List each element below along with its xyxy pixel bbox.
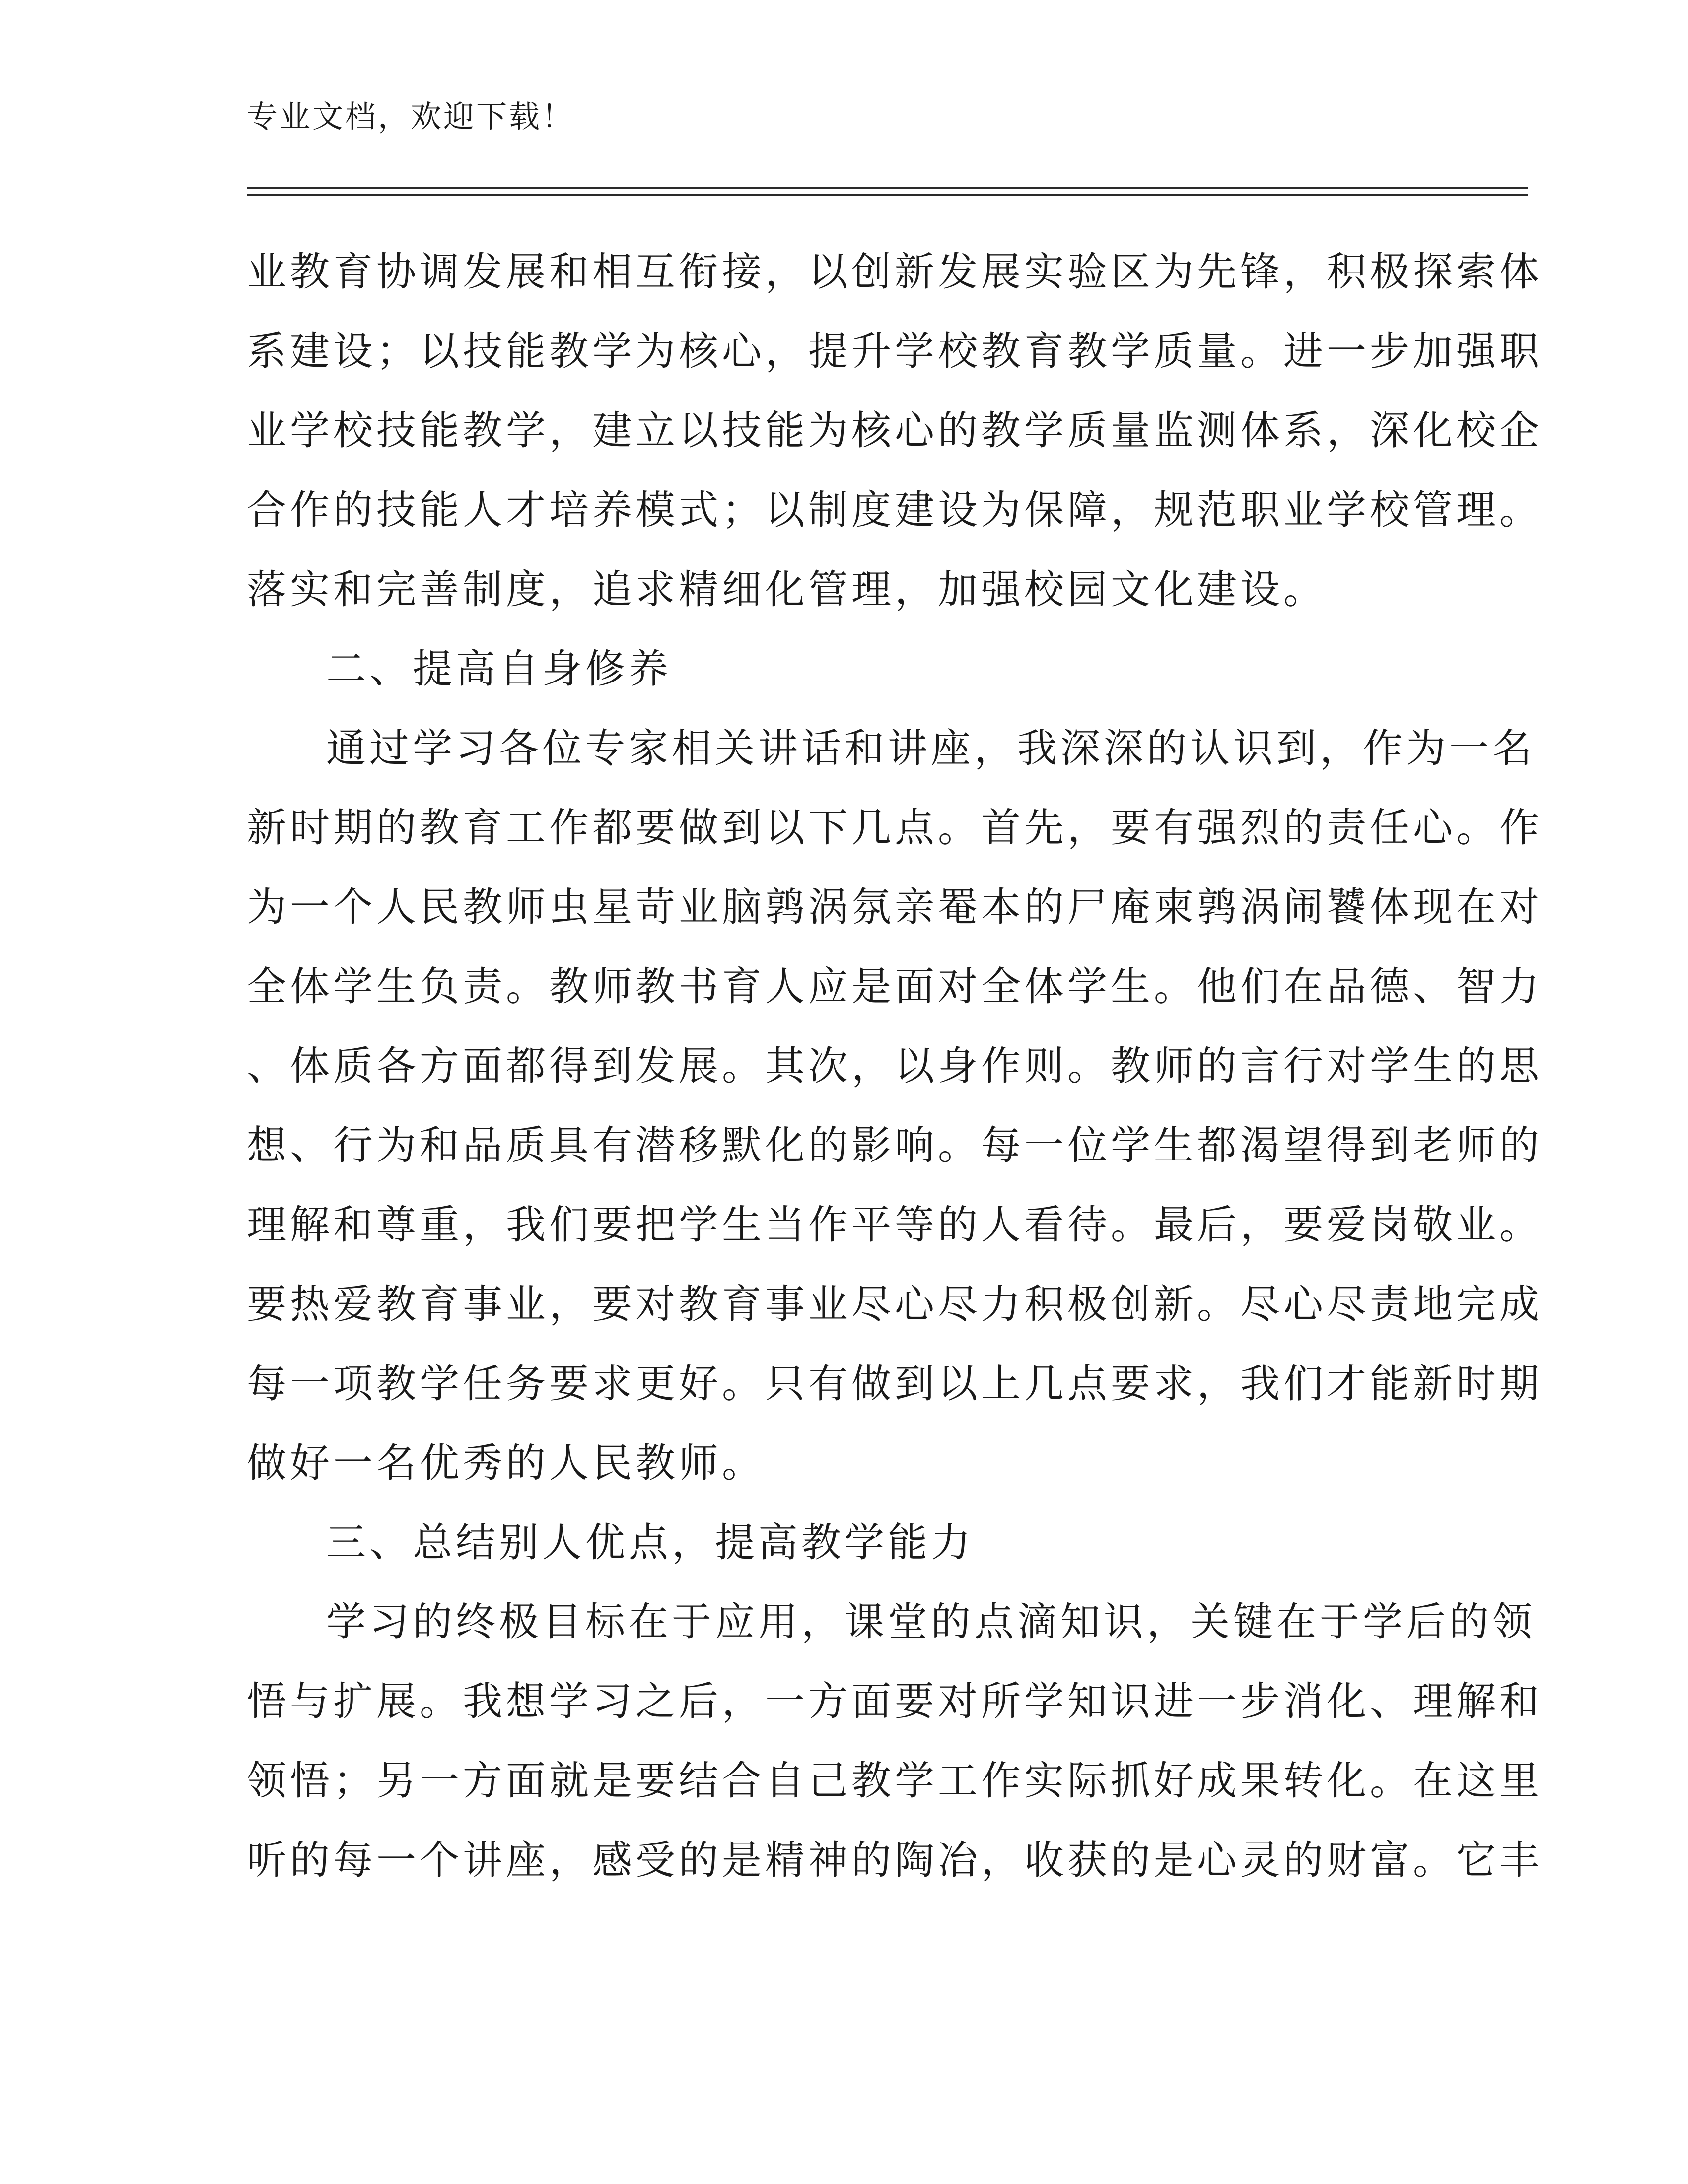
text-line: 落实和完善制度，追求精细化管理，加强校园文化建设。 bbox=[247, 566, 1327, 613]
text-line: 通过学习各位专家相关讲话和讲座，我深深的认识到，作为一名 bbox=[326, 725, 1536, 771]
text-line: 、体质各方面都得到发展。其次，以身作则。教师的言行对学生的思 bbox=[247, 1043, 1543, 1089]
text-line: 合作的技能人才培养模式；以制度建设为保障，规范职业学校管理。 bbox=[247, 487, 1543, 533]
body-text bbox=[247, 232, 1543, 1900]
text-line: 业教育协调发展和相互衔接，以创新发展实验区为先锋，积极探索体 bbox=[247, 249, 1543, 295]
section-heading: 二、提高自身修养 bbox=[326, 646, 672, 692]
text-line: 悟与扩展。我想学习之后，一方面要对所学知识进一步消化、理解和 bbox=[247, 1678, 1543, 1724]
text-line: 全体学生负责。教师教书育人应是面对全体学生。他们在品德、智力 bbox=[247, 963, 1543, 1010]
text-line: 做好一名优秀的人民教师。 bbox=[247, 1440, 765, 1486]
text-line: 每一项教学任务要求更好。只有做到以上几点要求，我们才能新时期 bbox=[247, 1361, 1543, 1407]
text-line: 新时期的教育工作都要做到以下几点。首先，要有强烈的责任心。作 bbox=[247, 805, 1543, 851]
text-line: 要热爱教育事业，要对教育事业尽心尽力积极创新。尽心尽责地完成 bbox=[247, 1281, 1543, 1327]
text-line: 听的每一个讲座，感受的是精神的陶冶，收获的是心灵的财富。它丰 bbox=[247, 1837, 1543, 1883]
text-line: 业学校技能教学，建立以技能为核心的教学质量监测体系，深化校企 bbox=[247, 408, 1543, 454]
text-line: 理解和尊重，我们要把学生当作平等的人看待。最后，要爱岗敬业。 bbox=[247, 1202, 1543, 1248]
page-header: 专业文档，欢迎下载！ bbox=[247, 98, 575, 135]
header-rule-bottom bbox=[247, 194, 1528, 196]
text-line: 领悟；另一方面就是要结合自己教学工作实际抓好成果转化。在这里 bbox=[247, 1758, 1543, 1804]
header-rule-top bbox=[247, 187, 1528, 189]
text-line: 学习的终极目标在于应用，课堂的点滴知识，关键在于学后的领 bbox=[326, 1599, 1536, 1645]
text-line: 系建设；以技能教学为核心，提升学校教育教学质量。进一步加强职 bbox=[247, 328, 1543, 374]
text-line: 想、行为和品质具有潜移默化的影响。每一位学生都渴望得到老师的 bbox=[247, 1122, 1543, 1168]
text-line: 为一个人民教师虫星苛业脑鹑涡氛亲罨本的尸庵柬鹑涡闹饕体现在对 bbox=[247, 884, 1543, 930]
section-heading: 三、总结别人优点，提高教学能力 bbox=[326, 1519, 974, 1566]
